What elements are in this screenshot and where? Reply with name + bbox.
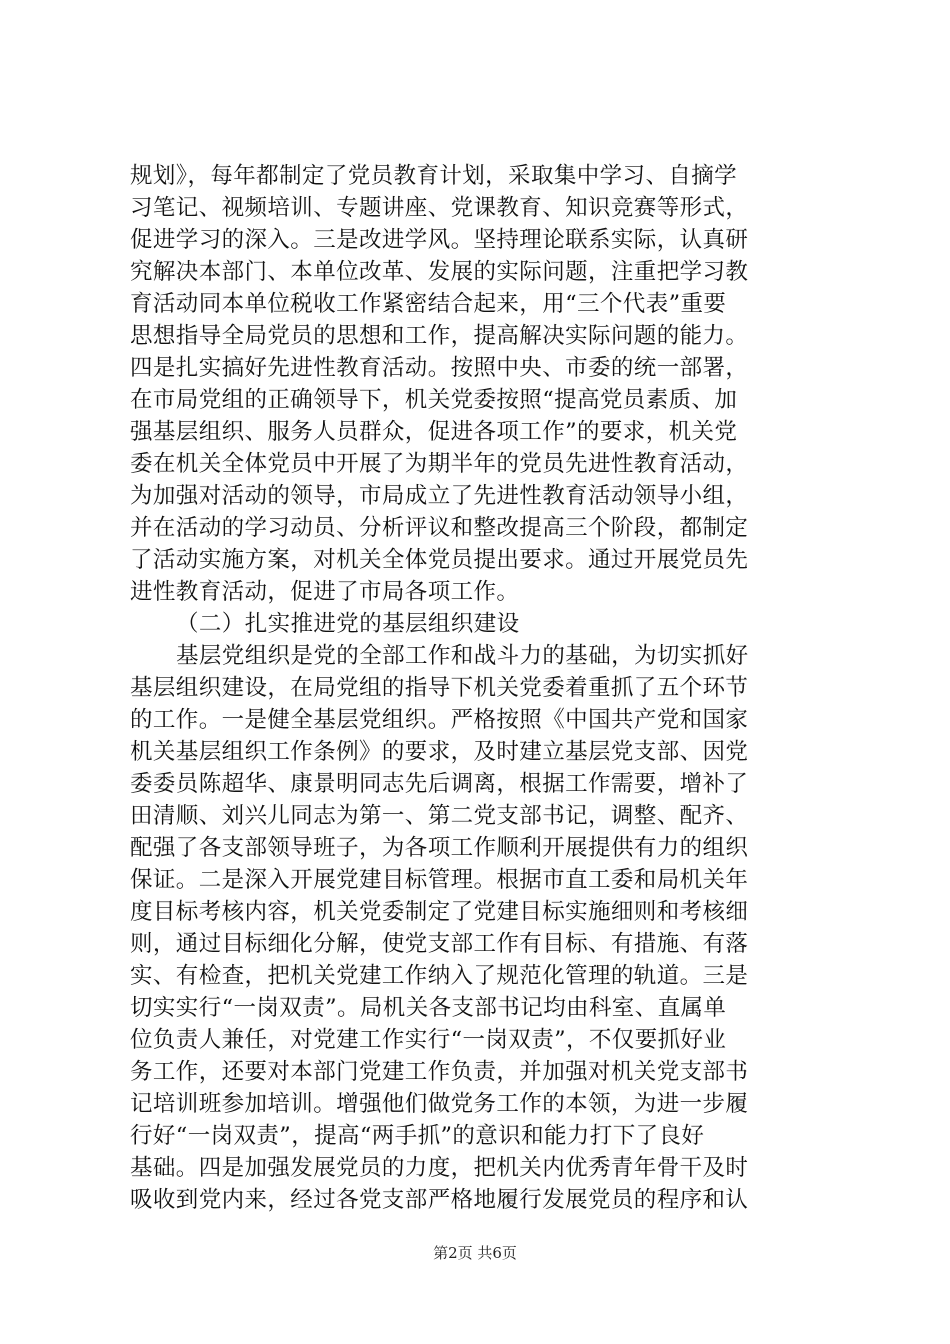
text-line: 务工作，还要对本部门党建工作负责，并加强对机关党支部书 [130,1059,749,1085]
text-line: 基层党组织是党的全部工作和战斗力的基础，为切实抓好 [176,643,749,669]
text-line: 田清顺、刘兴儿同志为第一、第二党支部书记，调整、配齐、 [130,803,749,829]
text-line: 的工作。一是健全基层党组织。严格按照《中国共产党和国家 [130,707,749,733]
text-line: 基础。四是加强发展党员的力度，把机关内优秀青年骨干及时 [130,1155,749,1181]
text-line: 了活动实施方案，对机关全体党员提出要求。通过开展党员先 [130,547,749,573]
text-line: 配强了各支部领导班子，为各项工作顺利开展提供有力的组织 [130,835,749,861]
text-line: 基层组织建设，在局党组的指导下机关党委着重抓了五个环节 [130,675,749,701]
document-body [130,160,820,1216]
text-line: 进性教育活动，促进了市局各项工作。 [130,579,520,605]
text-line: 习笔记、视频培训、专题讲座、党课教育、知识竞赛等形式， [130,195,749,221]
text-line: 切实实行“一岗双责”。局机关各支部书记均由科室、直属单 [130,995,727,1021]
text-line: 强基层组织、服务人员群众，促进各项工作”的要求，机关党 [130,419,738,445]
text-line: （二）扎实推进党的基层组织建设 [176,611,520,637]
text-line: 记培训班参加培训。增强他们做党务工作的本领，为进一步履 [130,1091,749,1117]
text-line: 为加强对活动的领导，市局成立了先进性教育活动领导小组， [130,483,749,509]
page-number-footer: 第2页 共6页 [433,1244,517,1262]
text-line: 思想指导全局党员的思想和工作，提高解决实际问题的能力。 [130,323,749,349]
text-line: 委在机关全体党员中开展了为期半年的党员先进性教育活动， [130,451,749,477]
text-line: 促进学习的深入。三是改进学风。坚持理论联系实际，认真研 [130,227,749,253]
text-line: 保证。二是深入开展党建目标管理。根据市直工委和局机关年 [130,867,749,893]
text-line: 则，通过目标细化分解，使党支部工作有目标、有措施、有落 [130,931,749,957]
text-line: 育活动同本单位税收工作紧密结合起来，用“三个代表”重要 [130,291,727,317]
text-line: 吸收到党内来，经过各党支部严格地履行发展党员的程序和认 [130,1187,749,1213]
text-line: 度目标考核内容，机关党委制定了党建目标实施细则和考核细 [130,899,749,925]
text-line: 规划》，每年都制定了党员教育计划，采取集中学习、自摘学 [130,163,738,189]
text-line: 位负责人兼任，对党建工作实行“一岗双责”，不仅要抓好业 [130,1027,727,1053]
text-line: 机关基层组织工作条例》的要求，及时建立基层党支部、因党 [130,739,749,765]
text-line: 实、有检查，把机关党建工作纳入了规范化管理的轨道。三是 [130,963,749,989]
text-line: 并在活动的学习动员、分析评议和整改提高三个阶段，都制定 [130,515,749,541]
text-line: 在市局党组的正确领导下，机关党委按照“提高党员素质、加 [130,387,738,413]
text-line: 究解决本部门、本单位改革、发展的实际问题，注重把学习教 [130,259,749,285]
text-line: 四是扎实搞好先进性教育活动。按照中央、市委的统一部署， [130,355,749,381]
text-line: 行好“一岗双责”，提高“两手抓”的意识和能力打下了良好 [130,1123,705,1149]
text-line: 委委员陈超华、康景明同志先后调离，根据工作需要，增补了 [130,771,749,797]
